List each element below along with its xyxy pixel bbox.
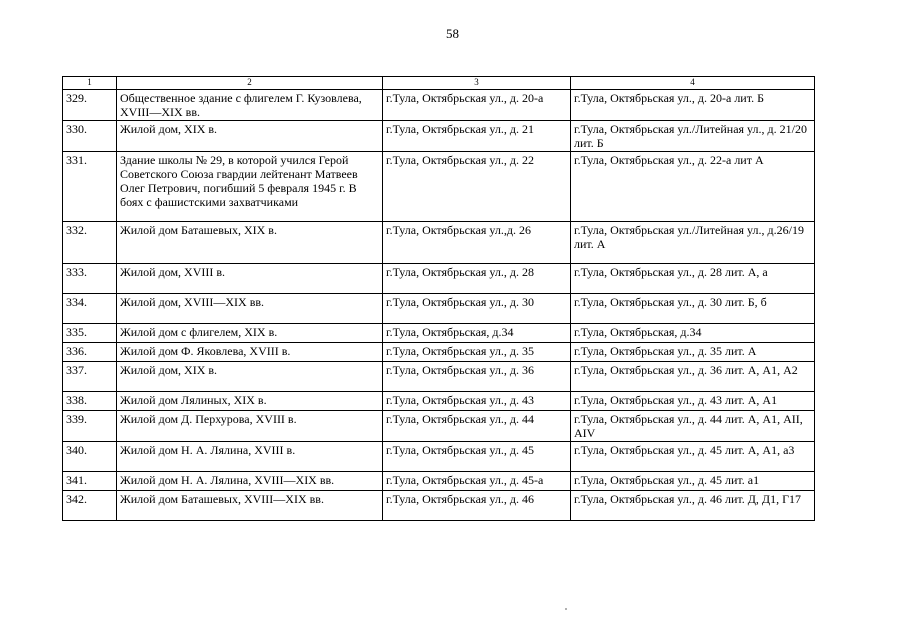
row-number-cell: 339. [63, 411, 117, 442]
address-cell: г.Тула, Октябрьская ул., д. 30 [383, 294, 571, 324]
row-number-cell: 335. [63, 324, 117, 343]
address-cell: г.Тула, Октябрьская ул., д. 45-а [383, 472, 571, 491]
column-header-location: 4 [571, 77, 815, 90]
row-number-cell: 341. [63, 472, 117, 491]
row-number-cell: 342. [63, 491, 117, 521]
location-cell: г.Тула, Октябрьская ул., д. 44 лит. А, А1, АII, AIV [571, 411, 815, 442]
row-number-cell: 333. [63, 264, 117, 294]
object-name-cell: Жилой дом Н. А. Лялина, XVIII в. [117, 442, 383, 472]
table-row [63, 411, 815, 442]
table-row [63, 472, 815, 491]
row-number-cell: 340. [63, 442, 117, 472]
table-row [63, 294, 815, 324]
location-cell: г.Тула, Октябрьская ул., д. 45 лит. А, А1, а3 [571, 442, 815, 472]
location-cell: г.Тула, Октябрьская ул., д. 22-а лит А [571, 152, 815, 222]
table-row [63, 90, 815, 121]
address-cell: г.Тула, Октябрьская ул., д. 45 [383, 442, 571, 472]
table-row [63, 152, 815, 222]
address-cell: г.Тула, Октябрьская ул., д. 21 [383, 121, 571, 152]
location-cell: г.Тула, Октябрьская ул., д. 20-а лит. Б [571, 90, 815, 121]
object-name-cell: Жилой дом, XIX в. [117, 362, 383, 392]
row-number-cell: 329. [63, 90, 117, 121]
row-number-cell: 330. [63, 121, 117, 152]
table-row [63, 343, 815, 362]
address-cell: г.Тула, Октябрьская ул., д. 20-а [383, 90, 571, 121]
row-number-cell: 338. [63, 392, 117, 411]
object-name-cell: Жилой дом Д. Перхурова, XVIII в. [117, 411, 383, 442]
address-cell: г.Тула, Октябрьская ул., д. 43 [383, 392, 571, 411]
table-row [63, 392, 815, 411]
location-cell: г.Тула, Октябрьская ул., д. 43 лит. А, А1 [571, 392, 815, 411]
object-name-cell: Жилой дом, XVIII—XIX вв. [117, 294, 383, 324]
row-number-cell: 334. [63, 294, 117, 324]
address-cell: г.Тула, Октябрьская ул.,д. 26 [383, 222, 571, 264]
address-cell: г.Тула, Октябрьская ул., д. 28 [383, 264, 571, 294]
column-header-number: 1 [63, 77, 117, 90]
table-header-row [63, 77, 815, 90]
location-cell: г.Тула, Октябрьская ул., д. 36 лит. А, А1, А2 [571, 362, 815, 392]
address-cell: г.Тула, Октябрьская ул., д. 46 [383, 491, 571, 521]
address-cell: г.Тула, Октябрьская ул., д. 22 [383, 152, 571, 222]
location-cell: г.Тула, Октябрьская ул., д. 28 лит. А, а [571, 264, 815, 294]
row-number-cell: 336. [63, 343, 117, 362]
table-row [63, 264, 815, 294]
object-name-cell: Здание школы № 29, в которой учился Герой Советского Союза гвардии лейтенант Матвеев Олег Петрович, погибший 5 февраля 1945 г. В боях с фашистскими захватчиками [117, 152, 383, 222]
location-cell: г.Тула, Октябрьская ул., д. 45 лит. а1 [571, 472, 815, 491]
address-cell: г.Тула, Октябрьская ул., д. 44 [383, 411, 571, 442]
row-number-cell: 332. [63, 222, 117, 264]
object-name-cell: Жилой дом Баташевых, XVIII—XIX вв. [117, 491, 383, 521]
address-cell: г.Тула, Октябрьская ул., д. 35 [383, 343, 571, 362]
object-name-cell: Общественное здание с флигелем Г. Кузовлева, XVIII—XIX вв. [117, 90, 383, 121]
page-number: 58 [446, 26, 459, 41]
location-cell: г.Тула, Октябрьская ул., д. 30 лит. Б, б [571, 294, 815, 324]
scan-speck [565, 608, 567, 610]
heritage-registry-table [62, 76, 815, 521]
location-cell: г.Тула, Октябрьская ул./Литейная ул., д.26/19 лит. А [571, 222, 815, 264]
column-header-address: 3 [383, 77, 571, 90]
object-name-cell: Жилой дом, XIX в. [117, 121, 383, 152]
address-cell: г.Тула, Октябрьская, д.34 [383, 324, 571, 343]
table-row [63, 222, 815, 264]
object-name-cell: Жилой дом с флигелем, XIX в. [117, 324, 383, 343]
object-name-cell: Жилой дом Баташевых, XIX в. [117, 222, 383, 264]
column-header-name: 2 [117, 77, 383, 90]
table-row [63, 121, 815, 152]
location-cell: г.Тула, Октябрьская, д.34 [571, 324, 815, 343]
table-row [63, 324, 815, 343]
location-cell: г.Тула, Октябрьская ул., д. 46 лит. Д, Д1, Г17 [571, 491, 815, 521]
row-number-cell: 331. [63, 152, 117, 222]
object-name-cell: Жилой дом Ф. Яковлева, XVIII в. [117, 343, 383, 362]
object-name-cell: Жилой дом Н. А. Лялина, XVIII—XIX вв. [117, 472, 383, 491]
table-row [63, 491, 815, 521]
address-cell: г.Тула, Октябрьская ул., д. 36 [383, 362, 571, 392]
table-row [63, 442, 815, 472]
table-row [63, 362, 815, 392]
location-cell: г.Тула, Октябрьская ул./Литейная ул., д. 21/20 лит. Б [571, 121, 815, 152]
row-number-cell: 337. [63, 362, 117, 392]
location-cell: г.Тула, Октябрьская ул., д. 35 лит. А [571, 343, 815, 362]
object-name-cell: Жилой дом, XVIII в. [117, 264, 383, 294]
object-name-cell: Жилой дом Лялиных, XIX в. [117, 392, 383, 411]
